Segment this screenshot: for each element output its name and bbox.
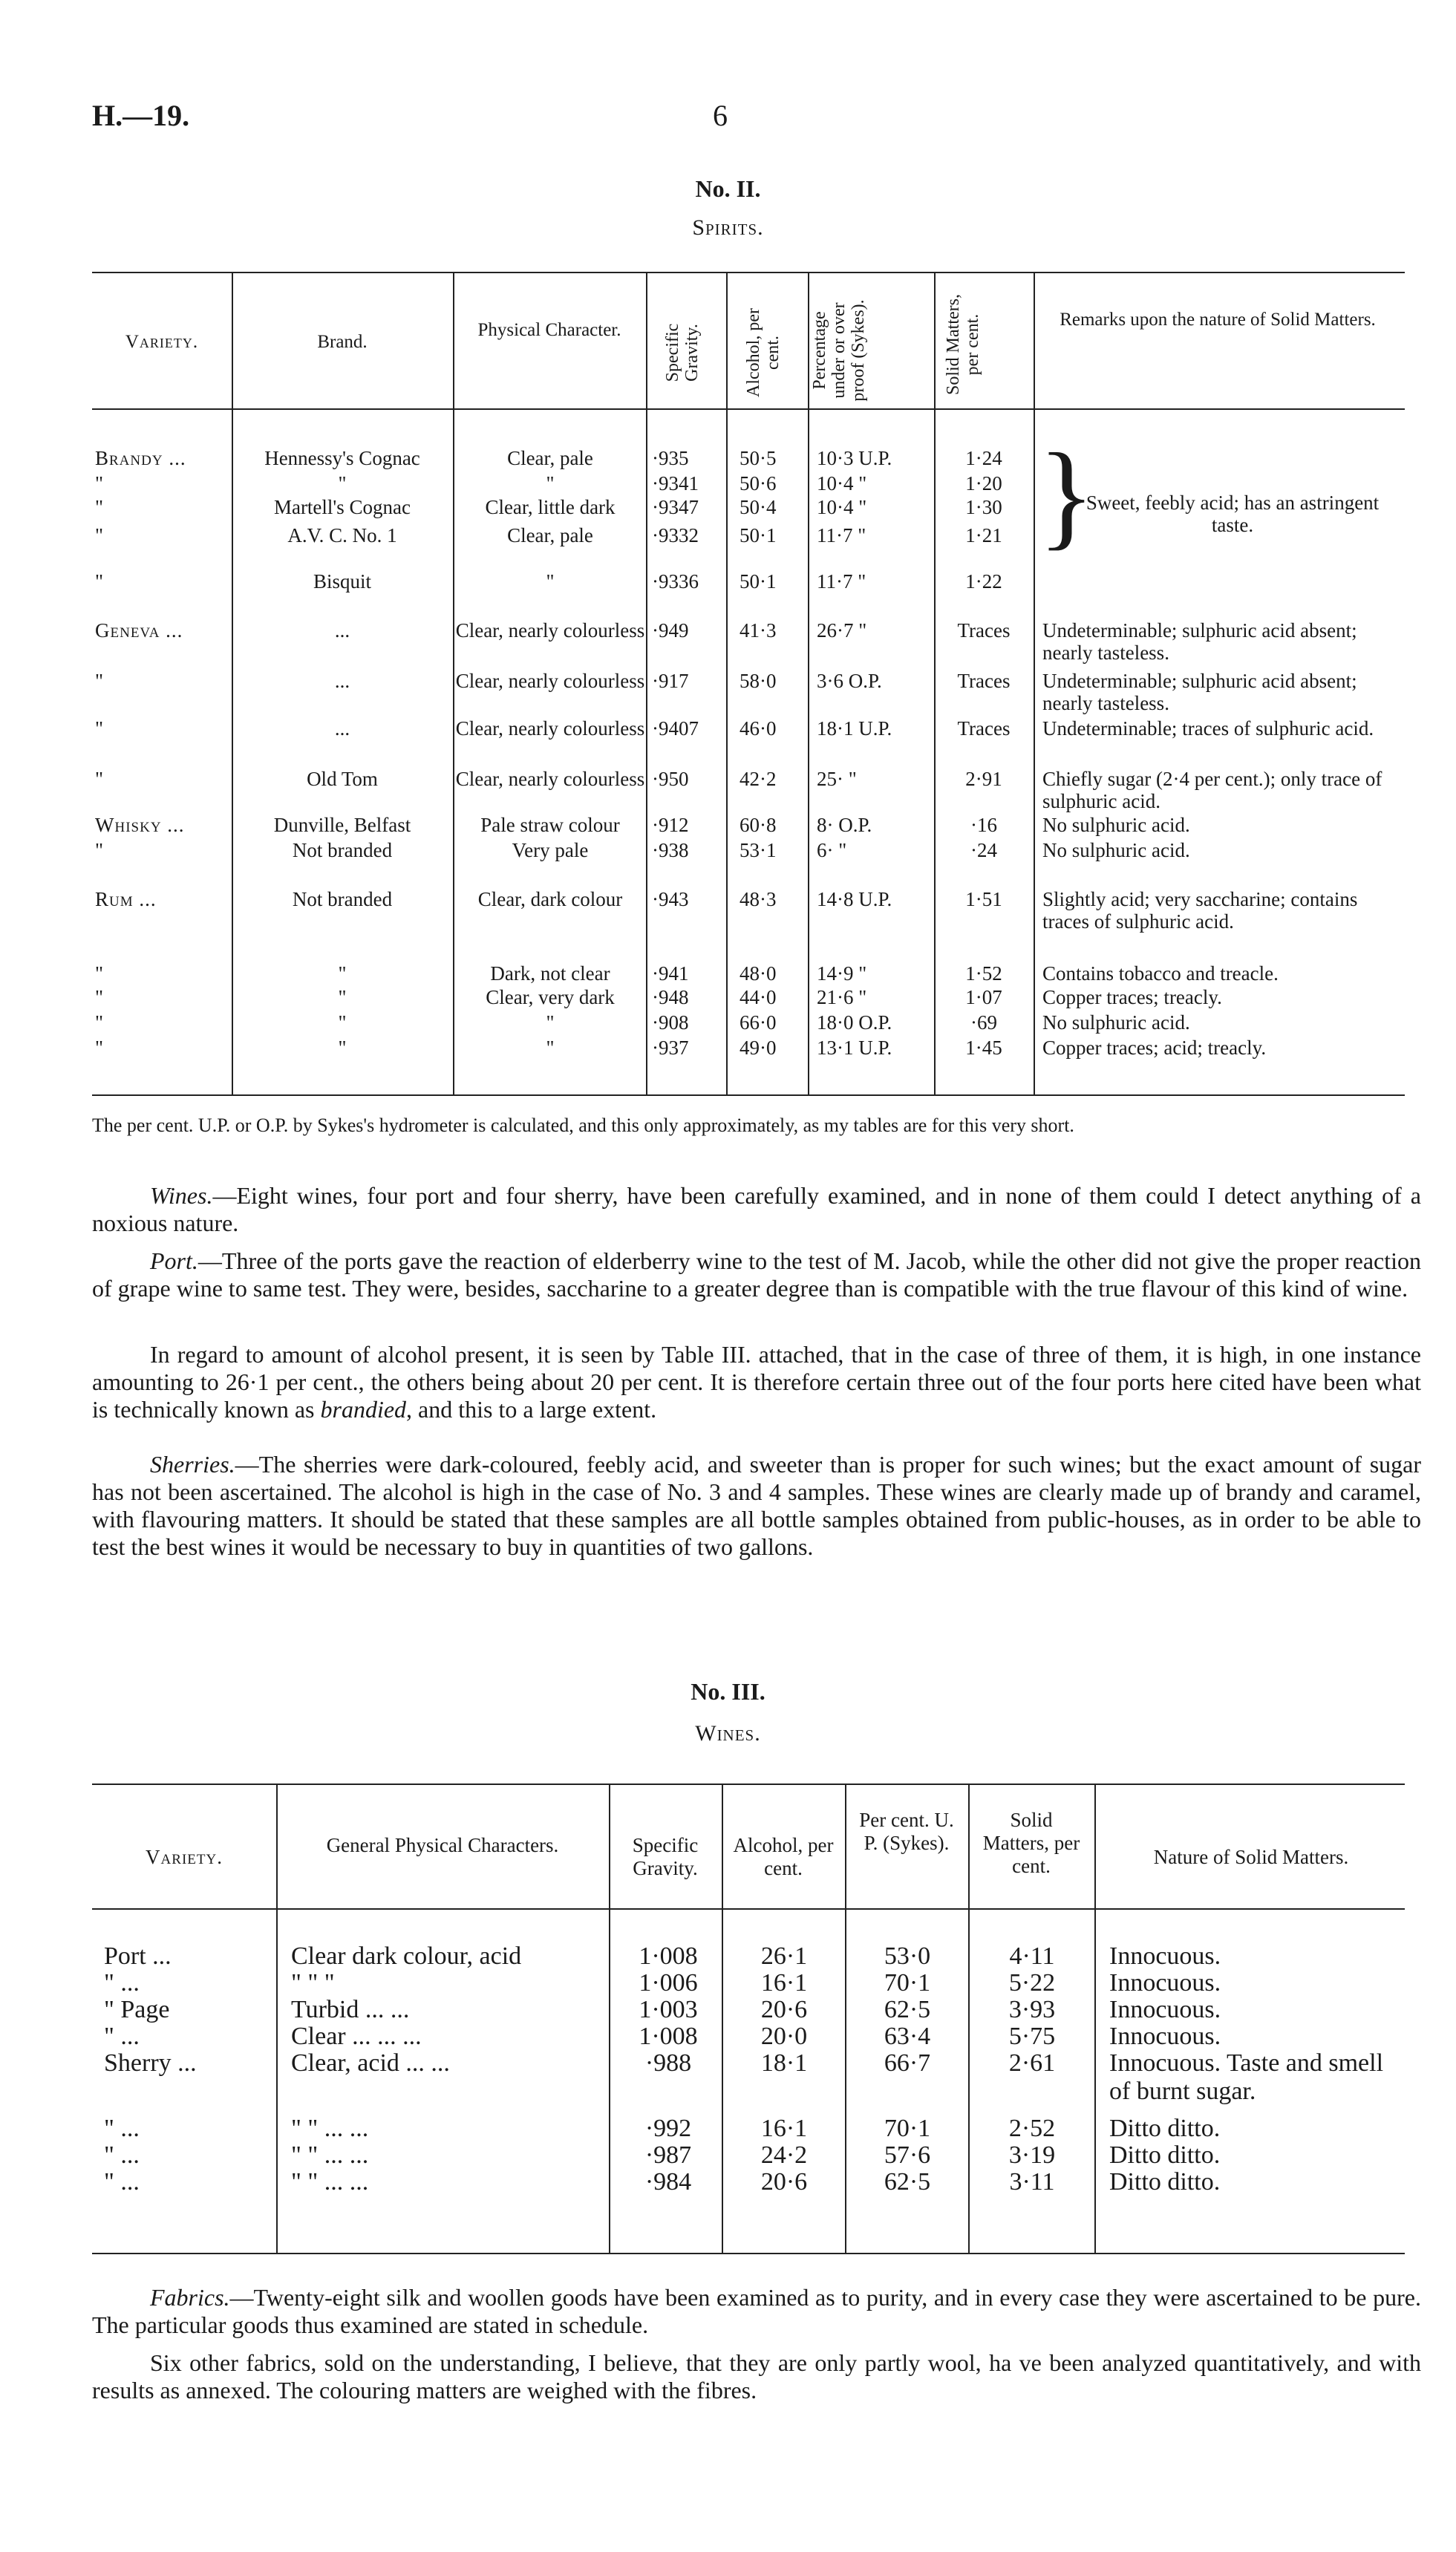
wines-cell-general: " " ... ... (291, 2115, 369, 2142)
wines-table-number: No. III. (691, 1678, 765, 1705)
spirits-cell-brand: Not branded (292, 839, 393, 861)
header-specific-gravity: Specific Gravity. (663, 323, 702, 382)
wines-cell-alcohol: 16·1 (760, 1969, 808, 1997)
spirits-cell-gravity: ·948 (652, 986, 689, 1008)
spirits-table-title: Spirits. (692, 215, 764, 240)
spirits-cell-gravity: ·937 (652, 1037, 689, 1059)
spirits-cell-brand: A.V. C. No. 1 (287, 524, 397, 546)
wines-cell-nature: Innocuous. (1109, 2023, 1221, 2050)
spirits-cell-percentage: 10·3 U.P. (817, 447, 892, 469)
spirits-cell-brand: " (338, 986, 347, 1008)
spirits-cell-physical: Clear, nearly colourless (455, 717, 645, 740)
spirits-cell-gravity: ·941 (652, 962, 689, 985)
wines-cell-gravity: 1·006 (639, 1969, 698, 1997)
spirits-cell-brand: " (338, 472, 347, 495)
spirits-cell-alcohol: 44·0 (740, 986, 777, 1008)
paragraph-text: —Twenty-eight silk and woollen goods have been examined as to purity, and in every case they were ascertained to be pure. The particular goods thus examined are stated in schedule. (92, 2284, 1421, 2338)
paragraph-wines (92, 1182, 1421, 1237)
spirits-cell-solid: 1·22 (965, 570, 1002, 593)
wines-cell-variety: " ... (104, 2168, 140, 2196)
paragraph-lead: Fabrics. (150, 2284, 230, 2311)
spirits-cell-variety: " (95, 570, 105, 593)
spirits-cell-percentage: 21·6 " (817, 986, 867, 1008)
wines-cell-alcohol: 20·6 (760, 1996, 808, 2023)
spirits-cell-physical: " (546, 570, 555, 593)
header-general-characters: General Physical Characters. (326, 1834, 559, 1856)
spirits-cell-brand: " (338, 1037, 347, 1059)
spirits-cell-variety: " (95, 1037, 105, 1059)
header-percent-up: Per cent. U. P. (Sykes). (859, 1809, 954, 1854)
wines-cell-nature: Innocuous. Taste and smell of burnt sugar. (1109, 2049, 1384, 2105)
wines-cell-nature: Innocuous. (1109, 1996, 1221, 2023)
spirits-cell-remarks: Chiefly sugar (2·4 per cent.); only trace of sulphuric acid. (1042, 768, 1382, 812)
spirits-cell-alcohol: 42·2 (740, 768, 777, 790)
spirits-cell-alcohol: 53·1 (740, 839, 777, 861)
spirits-cell-alcohol: 49·0 (740, 1037, 777, 1059)
spirits-cell-variety: " (95, 1011, 105, 1034)
wines-cell-solid: 3·11 (1009, 2168, 1055, 2196)
wines-cell-general: " " " (291, 1969, 335, 1997)
spirits-cell-gravity: ·950 (652, 768, 689, 790)
wines-cell-general: Clear, acid ... ... (291, 2049, 450, 2077)
spirits-cell-solid: 1·52 (965, 962, 1002, 985)
wines-cell-solid: 4·11 (1009, 1942, 1055, 1970)
page-number: 6 (713, 99, 728, 132)
wines-cell-percent: 70·1 (884, 1969, 931, 1997)
spirits-cell-brand: Not branded (292, 888, 393, 910)
paragraph-sherries (92, 1451, 1421, 1561)
header-brand: Brand. (317, 332, 368, 352)
spirits-cell-gravity: ·912 (652, 814, 689, 836)
spirits-cell-physical: " (546, 1011, 555, 1034)
paragraph-text: Six other fabrics, sold on the understanding, I believe, that they are only partly wool, ha ve been analyzed quantitatively, and with results as annexed. The colouring matters are weighed with the fibres. (92, 2349, 1421, 2403)
spirits-cell-physical: Dark, not clear (490, 962, 610, 985)
wines-cell-variety: " ... (104, 1969, 140, 1997)
spirits-cell-physical: Very pale (512, 839, 589, 861)
spirits-cell-brand: Dunville, Belfast (273, 814, 411, 836)
wines-cell-gravity: ·984 (644, 2168, 692, 2196)
spirits-cell-remarks: Undeterminable; traces of sulphuric acid. (1042, 717, 1374, 740)
paragraph-port (92, 1247, 1421, 1302)
header-variety: Variety. (146, 1846, 223, 1868)
wines-cell-nature: Ditto ditto. (1109, 2115, 1221, 2142)
spirits-cell-gravity: ·908 (652, 1011, 689, 1034)
spirits-cell-physical: " (546, 472, 555, 495)
paragraph-text: —Three of the ports gave the reaction of elderberry wine to the test of M. Jacob, while the other did not give the proper reaction of grape wine to same test. They were, besides, saccharine to a greater degree than is compatible with the true flavour of this kind of wine. (92, 1247, 1421, 1302)
spirits-cell-percentage: 6· " (817, 839, 847, 861)
header-specific-gravity: Specific Gravity. (632, 1834, 699, 1879)
wines-cell-gravity: 1·008 (639, 2023, 698, 2050)
spirits-cell-gravity: ·9347 (652, 496, 699, 518)
wines-cell-alcohol: 26·1 (760, 1942, 808, 1970)
spirits-cell-brand: Old Tom (307, 768, 378, 790)
spirits-cell-solid: 1·24 (965, 447, 1002, 469)
table-rule-header (92, 1908, 1405, 1910)
spirits-cell-alcohol: 58·0 (740, 670, 777, 692)
spirits-cell-physical: Clear, little dark (485, 496, 616, 518)
wines-cell-nature: Ditto ditto. (1109, 2168, 1221, 2196)
spirits-cell-remarks: No sulphuric acid. (1042, 1011, 1190, 1034)
column-divider (276, 1785, 278, 2253)
paragraph-alcohol (92, 1341, 1421, 1423)
wines-cell-variety: Port ... (104, 1942, 172, 1970)
wines-cell-variety: " ... (104, 2115, 140, 2142)
spirits-cell-remarks: Copper traces; acid; treacly. (1042, 1037, 1267, 1059)
wines-cell-solid: 2·61 (1008, 2049, 1056, 2077)
header-variety: Variety. (125, 332, 199, 352)
spirits-cell-physical: Clear, very dark (486, 986, 615, 1008)
spirits-cell-alcohol: 66·0 (740, 1011, 777, 1034)
header-alcohol: Alcohol, per cent. (744, 308, 783, 397)
spirits-cell-physical: Pale straw colour (480, 814, 620, 836)
spirits-cell-alcohol: 50·6 (740, 472, 777, 495)
spirits-cell-variety: Brandy ... (95, 447, 186, 469)
spirits-cell-gravity: ·9332 (652, 524, 699, 546)
spirits-cell-solid: 2·91 (965, 768, 1002, 790)
spirits-cell-variety: " (95, 496, 105, 518)
column-divider (1094, 1785, 1096, 2253)
spirits-cell-brand: Martell's Cognac (273, 496, 411, 518)
spirits-cell-percentage: 3·6 O.P. (817, 670, 882, 692)
spirits-cell-percentage: 18·1 U.P. (817, 717, 892, 740)
spirits-cell-alcohol: 41·3 (740, 619, 777, 642)
paragraph-six-fabrics (92, 2349, 1421, 2404)
spirits-cell-physical: Clear, nearly colourless (455, 619, 645, 642)
wines-cell-alcohol: 20·0 (760, 2023, 808, 2050)
spirits-cell-variety: Rum ... (95, 888, 157, 910)
spirits-cell-percentage: 11·7 " (817, 524, 866, 546)
spirits-cell-gravity: ·949 (652, 619, 689, 642)
spirits-cell-percentage: 8· O.P. (817, 814, 872, 836)
table-rule-bottom (92, 1094, 1405, 1096)
spirits-cell-remarks: Slightly acid; very saccharine; contains traces of sulphuric acid. (1042, 888, 1358, 933)
spirits-cell-solid: Traces (957, 717, 1011, 740)
wines-cell-solid: 3·93 (1008, 1996, 1056, 2023)
wines-cell-nature: Innocuous. (1109, 1969, 1221, 1997)
spirits-cell-alcohol: 50·5 (740, 447, 777, 469)
spirits-cell-gravity: ·935 (652, 447, 689, 469)
spirits-cell-variety: " (95, 472, 105, 495)
column-divider (726, 273, 728, 1094)
spirits-cell-physical: Clear, pale (507, 524, 593, 546)
spirits-cell-percentage: 26·7 " (817, 619, 867, 642)
paragraph-text: In regard to amount of alcohol present, it is seen by Table III. attached, that in the case of three of them, it is high, in one instance amounting to 26·1 per cent., the others being about 20 per cent. It is therefore certain three out of the four ports here cited have been what is technically known as (92, 1341, 1421, 1423)
spirits-cell-solid: Traces (957, 619, 1011, 642)
table-rule-top (92, 1784, 1405, 1785)
wines-cell-alcohol: 24·2 (760, 2141, 808, 2169)
spirits-cell-variety: " (95, 768, 105, 790)
spirits-cell-alcohol: 50·1 (740, 570, 777, 593)
spirits-cell-brand: " (338, 962, 347, 985)
column-divider (808, 273, 809, 1094)
spirits-cell-variety: " (95, 986, 105, 1008)
spirits-table-number: No. II. (695, 175, 761, 202)
spirits-cell-remarks: Undeterminable; sulphuric acid absent; nearly tasteless. (1042, 619, 1357, 664)
spirits-cell-percentage: 11·7 " (817, 570, 866, 593)
wines-cell-gravity: ·992 (644, 2115, 692, 2142)
spirits-cell-solid: 1·20 (965, 472, 1002, 495)
spirits-cell-brand: Bisquit (313, 570, 372, 593)
paragraph-text: —Eight wines, four port and four sherry, have been carefully examined, and in none of them could I detect anything of a noxious nature. (92, 1182, 1421, 1236)
spirits-cell-alcohol: 48·3 (740, 888, 777, 910)
spirits-cell-percentage: 14·8 U.P. (817, 888, 892, 910)
spirits-cell-brand: ... (334, 717, 350, 740)
spirits-cell-remarks: No sulphuric acid. (1042, 814, 1190, 836)
wines-cell-variety: " ... (104, 2023, 140, 2050)
spirits-cell-gravity: ·9336 (652, 570, 699, 593)
spirits-cell-brand: ... (334, 619, 350, 642)
wines-table-title: Wines. (695, 1721, 761, 1746)
spirits-cell-variety: " (95, 962, 105, 985)
spirits-cell-solid: 1·21 (965, 524, 1002, 546)
paragraph-text: —The sherries were dark-coloured, feebly acid, and sweeter than is proper for such wines; but the exact amount of sugar has not been ascertained. The alcohol is high in the case of No. 3 and 4 samples. These wines are clearly made up of brandy and caramel, with flavouring matters. It should be stated that these samples are all bottle samples obtained from public-houses, as in order to be able to test the best wines it would be necessary to buy in quantities of two gallons. (92, 1451, 1421, 1560)
wines-cell-percent: 57·6 (884, 2141, 931, 2169)
paragraph-lead: Sherries. (150, 1451, 235, 1478)
wines-cell-general: Turbid ... ... (291, 1996, 410, 2023)
wines-cell-solid: 2·52 (1008, 2115, 1056, 2142)
spirits-cell-remarks: No sulphuric acid. (1042, 839, 1190, 861)
spirits-cell-solid: 1·45 (965, 1037, 1002, 1059)
spirits-cell-variety: Geneva ... (95, 619, 183, 642)
spirits-cell-solid: ·69 (970, 1011, 997, 1034)
paragraph-fabrics (92, 2284, 1421, 2339)
spirits-cell-physical: Clear, dark colour (477, 888, 623, 910)
spirits-cell-remarks: Copper traces; treacly. (1042, 986, 1222, 1008)
wines-cell-alcohol: 20·6 (760, 2168, 808, 2196)
spirits-cell-physical: " (546, 1037, 555, 1059)
spirits-cell-gravity: ·9341 (652, 472, 699, 495)
wines-cell-solid: 5·75 (1008, 2023, 1056, 2050)
spirits-cell-percentage: 14·9 " (817, 962, 867, 985)
wines-cell-alcohol: 18·1 (760, 2049, 808, 2077)
wines-cell-general: Clear ... ... ... (291, 2023, 422, 2050)
wines-cell-solid: 3·19 (1008, 2141, 1056, 2169)
spirits-cell-gravity: ·943 (652, 888, 689, 910)
wines-cell-gravity: 1·003 (639, 1996, 698, 2023)
brandy-remark: Sweet, feebly acid; has an astringent taste. (1086, 492, 1380, 536)
spirits-cell-remarks: Contains tobacco and treacle. (1042, 962, 1279, 985)
header-alcohol: Alcohol, per cent. (733, 1834, 834, 1879)
spirits-cell-physical: Clear, nearly colourless (455, 768, 645, 790)
spirits-cell-variety: " (95, 839, 105, 861)
wines-cell-alcohol: 16·1 (760, 2115, 808, 2142)
header-remarks: Remarks upon the nature of Solid Matters. (1060, 310, 1376, 330)
wines-cell-gravity: ·987 (644, 2141, 692, 2169)
spirits-cell-brand: " (338, 1011, 347, 1034)
paragraph-lead: Wines. (150, 1182, 213, 1209)
table-rule-bottom (92, 2253, 1405, 2254)
wines-cell-variety: Sherry ... (104, 2049, 197, 2077)
wines-cell-percent: 53·0 (884, 1942, 931, 1970)
spirits-cell-brand: Hennessy's Cognac (264, 447, 420, 469)
spirits-cell-solid: ·16 (970, 814, 997, 836)
spirits-footnote: The per cent. U.P. or O.P. by Sykes's hydrometer is calculated, and this only approximately, as my tables are for this very short. (92, 1115, 1074, 1136)
spirits-cell-alcohol: 48·0 (740, 962, 777, 985)
spirits-cell-variety: " (95, 670, 105, 692)
header-nature: Nature of Solid Matters. (1153, 1846, 1349, 1868)
spirits-cell-alcohol: 50·1 (740, 524, 777, 546)
wines-cell-gravity: ·988 (644, 2049, 692, 2077)
wines-cell-percent: 70·1 (884, 2115, 931, 2142)
column-divider (646, 273, 647, 1094)
spirits-cell-physical: Clear, pale (507, 447, 593, 469)
spirits-cell-variety: Whisky ... (95, 814, 185, 836)
wines-cell-gravity: 1·008 (639, 1942, 698, 1970)
wines-cell-variety: " Page (104, 1996, 170, 2023)
spirits-cell-gravity: ·917 (652, 670, 689, 692)
header-physical-character: Physical Character. (477, 320, 621, 340)
spirits-cell-percentage: 25· " (817, 768, 857, 790)
wines-cell-solid: 5·22 (1008, 1969, 1056, 1997)
spirits-cell-solid: 1·07 (965, 986, 1002, 1008)
wines-cell-general: Clear dark colour, acid (291, 1942, 522, 1970)
paragraph-italic: brandied (320, 1396, 407, 1423)
spirits-cell-percentage: 10·4 " (817, 496, 867, 518)
brandy-brace: } (1038, 428, 1095, 561)
spirits-cell-physical: Clear, nearly colourless (455, 670, 645, 692)
spirits-cell-gravity: ·9407 (652, 717, 699, 740)
wines-cell-general: " " ... ... (291, 2141, 369, 2169)
wines-cell-nature: Innocuous. (1109, 1942, 1221, 1970)
spirits-cell-variety: " (95, 717, 105, 740)
spirits-cell-gravity: ·938 (652, 839, 689, 861)
spirits-cell-solid: Traces (957, 670, 1011, 692)
spirits-cell-brand: ... (334, 670, 350, 692)
table-rule-top (92, 272, 1405, 273)
wines-cell-percent: 62·5 (884, 2168, 931, 2196)
wines-cell-variety: " ... (104, 2141, 140, 2169)
header-solid-matters: Solid Matters, per cent. (982, 1809, 1080, 1877)
spirits-cell-percentage: 18·0 O.P. (817, 1011, 892, 1034)
spirits-cell-alcohol: 46·0 (740, 717, 777, 740)
spirits-cell-remarks: Undeterminable; sulphuric acid absent; nearly tasteless. (1042, 670, 1357, 714)
spirits-cell-solid: 1·30 (965, 496, 1002, 518)
spirits-cell-solid: ·24 (970, 839, 997, 861)
wines-cell-percent: 63·4 (884, 2023, 931, 2050)
column-divider (609, 1785, 610, 2253)
spirits-cell-percentage: 10·4 " (817, 472, 867, 495)
paragraph-text: , and this to a large extent. (406, 1396, 657, 1423)
wines-cell-percent: 66·7 (884, 2049, 931, 2077)
wines-cell-general: " " ... ... (291, 2168, 369, 2196)
spirits-cell-percentage: 13·1 U.P. (817, 1037, 892, 1059)
document-code: H.—19. (92, 99, 190, 132)
spirits-cell-solid: 1·51 (965, 888, 1002, 910)
wines-cell-percent: 62·5 (884, 1996, 931, 2023)
column-divider (1034, 273, 1035, 1094)
spirits-cell-alcohol: 50·4 (740, 496, 777, 518)
wines-cell-nature: Ditto ditto. (1109, 2141, 1221, 2169)
spirits-cell-variety: " (95, 524, 105, 546)
header-percentage-proof: Percentage under or over proof (Sykes). (810, 299, 868, 402)
spirits-cell-alcohol: 60·8 (740, 814, 777, 836)
paragraph-lead: Port. (150, 1247, 198, 1274)
header-solid-matters: Solid Matters, per cent. (944, 294, 982, 395)
